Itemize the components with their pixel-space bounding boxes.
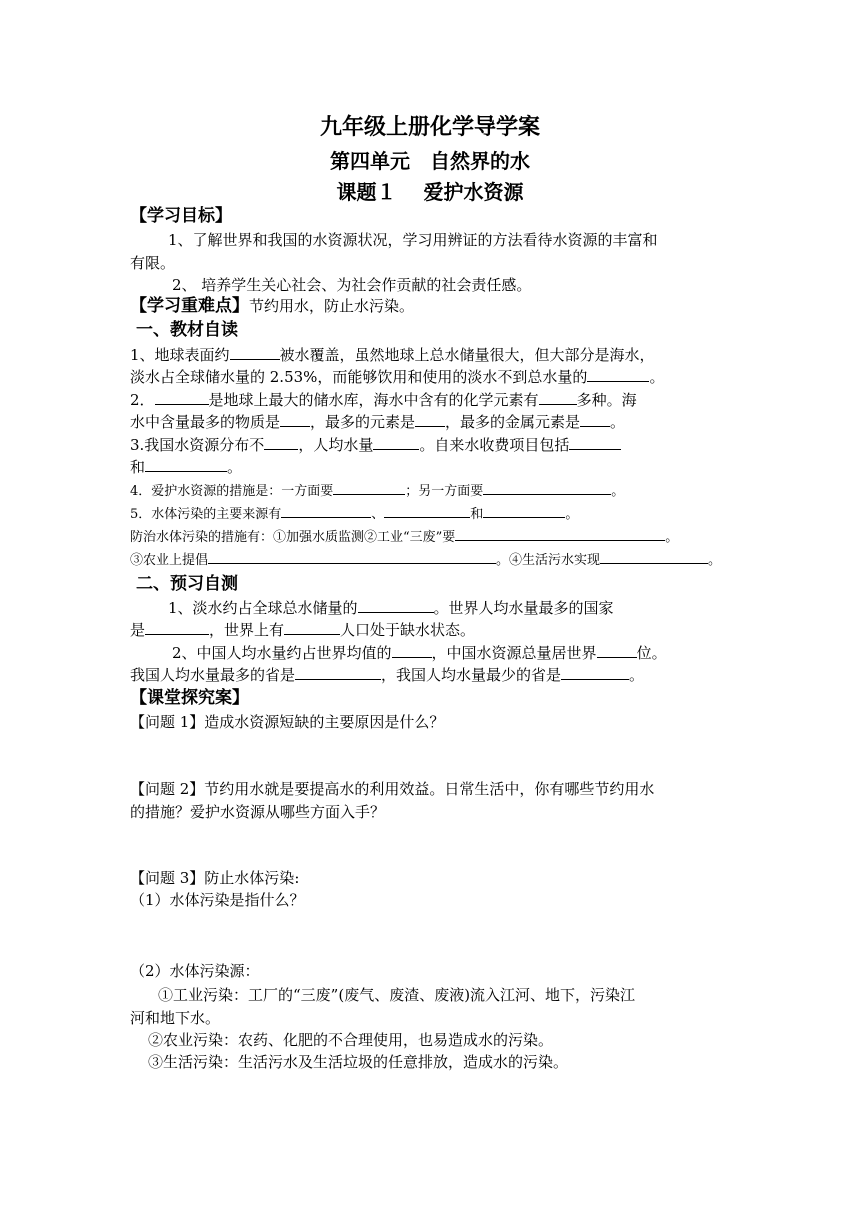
p1-line-a (130, 597, 768, 619)
p1b-text-2: ，世界上有 (209, 621, 285, 639)
q6-text-2: 。 (665, 530, 679, 545)
q4-text-3: 。 (611, 484, 625, 499)
explore-q2-line-a: 【问题 2】节约用水就是要提高水的利用效益。日常生活中，你有哪些节约用水 (130, 780, 655, 798)
p2b-text-2: ，我国人均水量最少的省是 (381, 666, 562, 684)
topic-title: 课题１ 爱护水资源 (336, 180, 524, 204)
p2-line-b (130, 664, 730, 686)
answer-blank[interactable] (358, 598, 434, 613)
explore-heading: 【课堂探究案】 (130, 688, 249, 708)
q2b-text-3: ，最多的金属元素是 (445, 413, 581, 431)
answer-blank[interactable] (600, 549, 708, 564)
answer-blank[interactable] (580, 412, 610, 427)
p2a-text-2: ，中国水资源总量居世界 (431, 644, 597, 662)
q7-text-1: ③农业上提倡 (130, 553, 209, 568)
answer-blank[interactable] (597, 643, 637, 658)
answer-blank[interactable] (415, 412, 445, 427)
q2a-text-2: 是地球上最大的储水库，海水中含有的化学元素有 (208, 391, 539, 409)
answer-blank[interactable] (587, 367, 649, 382)
unit-title: 第四单元 自然界的水 (330, 149, 530, 173)
objective-1-line-a: 1、了解世界和我国的水资源状况，学习用辨证的方法看待水资源的丰富和 (168, 231, 658, 249)
q2b-text-2: ，最多的元素是 (310, 413, 416, 431)
q3b-text-2: 。 (227, 458, 243, 476)
preview-heading: 二、预习自测 (136, 574, 238, 594)
q2a-text-3: 多种。海 (576, 391, 637, 409)
q4-text-2: ；另一方面要 (405, 484, 484, 499)
q7-text-3: 。 (708, 553, 722, 568)
q2-line-a (130, 389, 730, 411)
p2b-text-3: 。 (629, 666, 645, 684)
q3a-text-3: 。自来水收费项目包括 (419, 436, 570, 454)
q1b-text-2: 。 (649, 368, 665, 386)
key-points-heading: 【学习重难点】 (130, 296, 249, 316)
q4-text-1: 4．爱护水资源的措施是：一方面要 (130, 484, 334, 499)
main-title: 九年级上册化学导学案 (319, 115, 540, 140)
answer-blank[interactable] (295, 665, 381, 680)
key-points (130, 295, 730, 317)
answer-blank[interactable] (230, 345, 280, 360)
answer-blank[interactable] (455, 526, 665, 541)
q5-text-2: 、 (371, 507, 385, 522)
answer-blank[interactable] (280, 412, 310, 427)
p1b-text-1: 是 (130, 621, 146, 639)
answer-blank[interactable] (373, 435, 419, 450)
q5-text-3: 和 (470, 507, 484, 522)
pollution-agricultural: ②农业污染：农药、化肥的不合理使用，也易造成水的污染。 (148, 1031, 554, 1049)
answer-blank[interactable] (539, 390, 577, 405)
q7-text-2: 。④生活污水实现 (496, 553, 601, 568)
q2b-text-1: 水中含量最多的物质是 (130, 413, 281, 431)
p1b-text-3: 人口处于缺水状态。 (340, 621, 476, 639)
answer-blank[interactable] (561, 665, 629, 680)
explore-q3-1: （1）水体污染是指什么？ (130, 891, 305, 909)
q6-text-1: 防治水体污染的措施有：①加强水质监测②工业“三废”要 (130, 530, 456, 545)
answer-blank[interactable] (281, 503, 371, 518)
q4-line (130, 480, 730, 503)
p2a-text-1: 2、中国人均水量约占世界均值的 (172, 644, 392, 662)
answer-blank[interactable] (284, 620, 340, 635)
answer-blank[interactable] (155, 390, 209, 405)
answer-blank[interactable] (483, 480, 611, 495)
q1-line-a (130, 344, 730, 366)
q5-text-1: 5．水体污染的主要来源有 (130, 507, 282, 522)
q3a-text-1: 3.我国水资源分布不 (130, 436, 265, 454)
q3-line-b (130, 456, 730, 478)
q1a-text-2: 被水覆盖，虽然地球上总水储量很大，但大部分是海水， (279, 346, 655, 364)
q1-line-b (130, 366, 730, 388)
objective-1-line-b: 有限。 (130, 254, 176, 272)
answer-blank[interactable] (392, 643, 432, 658)
pollution-industrial-line-b: 河和地下水。 (130, 1009, 221, 1027)
q6-line (130, 526, 730, 549)
answer-blank[interactable] (384, 503, 470, 518)
q3b-text-1: 和 (130, 458, 146, 476)
answer-blank[interactable] (264, 435, 298, 450)
q1b-text-1: 淡水占全球储水量的 2.53%，而能够饮用和使用的淡水不到总水量的 (130, 368, 588, 386)
pollution-industrial-line-a: ①工业污染：工厂的“三废”(废气、废渣、废液)流入江河、地下，污染江 (158, 986, 636, 1004)
self-read-heading: 一、教材自读 (136, 320, 238, 340)
answer-blank[interactable] (569, 435, 621, 450)
explore-q3: 【问题 3】防止水体污染: (130, 869, 300, 887)
explore-q1: 【问题 1】造成水资源短缺的主要原因是什么？ (130, 713, 445, 731)
q5-line (130, 503, 730, 526)
p1a-text-1: 1、淡水约占全球总水储量的 (168, 599, 358, 617)
explore-q3-2: （2）水体污染源： (130, 962, 260, 980)
p2b-text-1: 我国人均水量最多的省是 (130, 666, 296, 684)
q2b-text-4: 。 (610, 413, 626, 431)
explore-q2-line-b: 的措施？爱护水资源从哪些方面入手？ (130, 803, 386, 821)
p1a-text-2: 。世界人均水量最多的国家 (433, 599, 614, 617)
q3-line-a (130, 434, 730, 456)
answer-blank[interactable] (145, 457, 227, 472)
q2-line-b (130, 411, 730, 433)
pollution-domestic: ③生活污染：生活污水及生活垃圾的任意排放，造成水的污染。 (148, 1053, 569, 1071)
q3a-text-2: ，人均水量 (298, 436, 374, 454)
p2a-text-3: 位。 (636, 644, 667, 662)
answer-blank[interactable] (333, 480, 405, 495)
q7-line (130, 549, 730, 572)
p1-line-b (130, 619, 730, 641)
q5-text-4: 。 (565, 507, 579, 522)
answer-blank[interactable] (208, 549, 496, 564)
answer-blank[interactable] (483, 503, 565, 518)
objective-2: 2、 培养学生关心社会、为社会作贡献的社会责任感。 (172, 276, 532, 294)
p2-line-a (130, 642, 772, 664)
q1a-text-1: 1、地球表面约 (130, 346, 230, 364)
answer-blank[interactable] (145, 620, 209, 635)
key-points-text: 节约用水，防止水污染。 (249, 297, 415, 315)
objectives-heading: 【学习目标】 (130, 206, 232, 226)
q2a-text-1: 2． (130, 391, 155, 409)
